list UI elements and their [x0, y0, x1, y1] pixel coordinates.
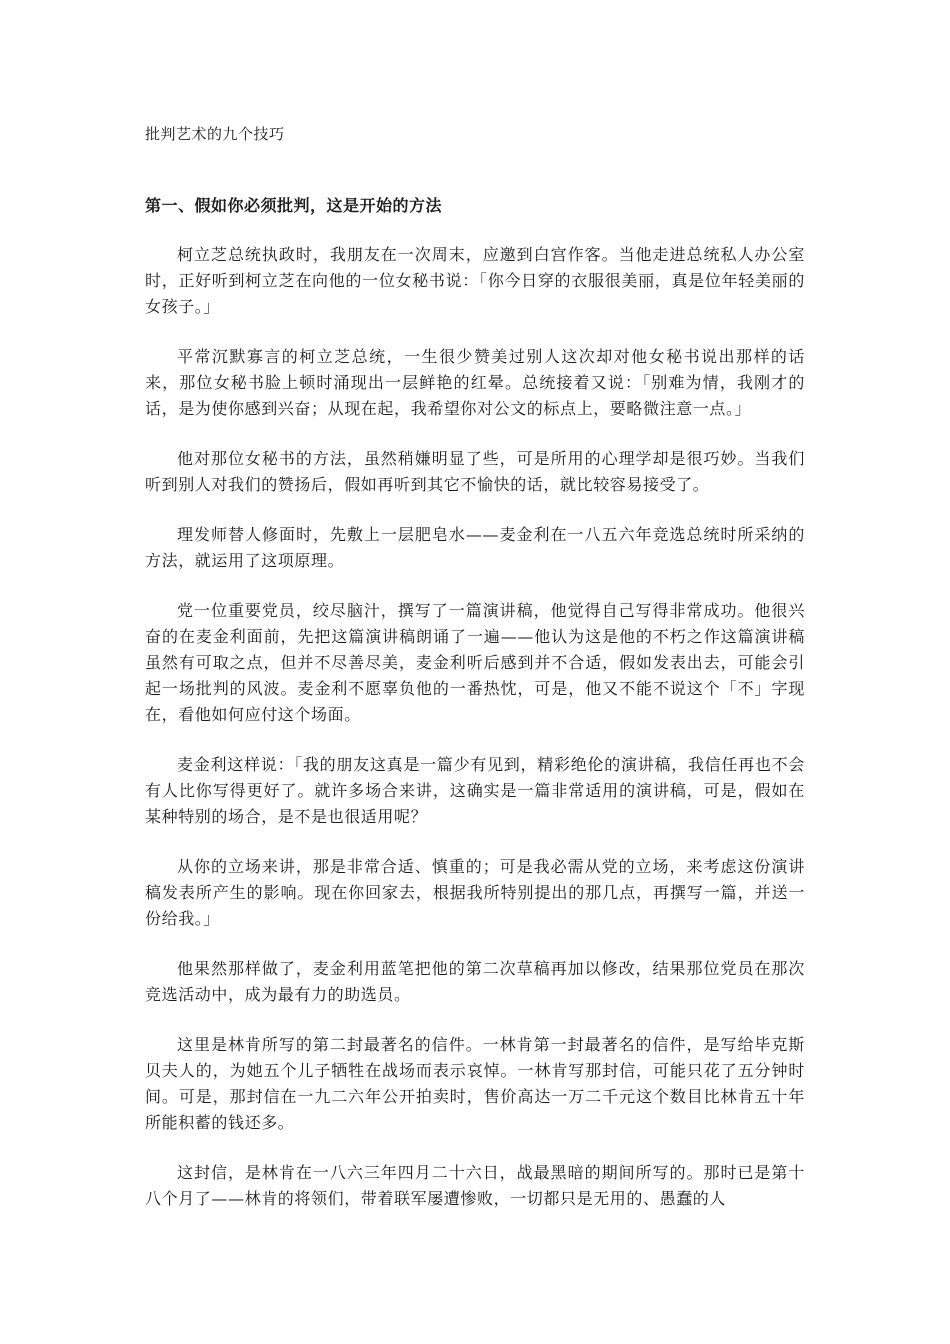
paragraph-9: 这里是林肯所写的第二封最著名的信件。一林肯第一封最著名的信件，是写给毕克斯贝夫人的，为她五个儿子牺牲在战场而表示哀悼。一林肯写那封信，可能只花了五分钟时间。可是，那封信在一九二六年公开拍卖时，售价高达一万二千元这个数目比林肯五十年所能积蓄的钱还多。 — [145, 1035, 805, 1132]
section-heading: 第一、假如你必须批判，这是开始的方法 — [145, 196, 443, 215]
paragraph-5: 党一位重要党员，绞尽脑汁，撰写了一篇演讲稿，他觉得自己写得非常成功。他很兴奋的在麦金利面前，先把这篇演讲稿朗诵了一遍——他认为这是他的不朽之作这篇演讲稿虽然有可取之点，但并不尽善尽美，麦金利听后感到并不合适，假如发表出去，可能会引起一场批判的风波。麦金利不愿辜负他的一番热忱，可是，他又不能不说这个「不」字现在，看他如何应付这个场面。 — [145, 601, 805, 724]
paragraph-6: 麦金利这样说：「我的朋友这真是一篇少有见到，精彩绝伦的演讲稿，我信任再也不会有人比你写得更好了。就许多场合来讲，这确实是一篇非常适用的演讲稿，可是，假如在某种特别的场合，是不是也很适用呢？ — [145, 755, 805, 826]
paragraph-4: 理发师替人修面时，先敷上一层肥皂水——麦金利在一八五六年竞选总统时所采纳的方法，就运用了这项原理。 — [145, 525, 805, 570]
paragraph-1: 柯立芝总统执政时，我朋友在一次周末，应邀到白宫作客。当他走进总统私人办公室时，正好听到柯立芝在向他的一位女秘书说：「你今日穿的衣服很美丽，真是位年轻美丽的女孩子。」 — [145, 245, 805, 316]
paragraph-2: 平常沉默寡言的柯立芝总统，一生很少赞美过别人这次却对他女秘书说出那样的话来，那位女秘书脸上顿时涌现出一层鲜艳的红晕。总统接着又说：「别难为情，我刚才的话，是为使你感到兴奋；从现在起，我希望你对公文的标点上，要略微注意一点。」 — [145, 347, 805, 418]
document-title: 批判艺术的九个技巧 — [145, 125, 285, 143]
paragraph-8: 他果然那样做了，麦金利用蓝笔把他的第二次草稿再加以修改，结果那位党员在那次竞选活动中，成为最有力的助选员。 — [145, 959, 805, 1004]
paragraph-7: 从你的立场来讲，那是非常合适、慎重的；可是我必需从党的立场，来考虑这份演讲稿发表所产生的影响。现在你回家去，根据我所特别提出的那几点，再撰写一篇，并送一份给我。」 — [145, 857, 805, 928]
paragraph-10: 这封信，是林肯在一八六三年四月二十六日，战最黑暗的期间所写的。那时已是第十八个月了——林肯的将领们，带着联军屡遭惨败，一切都只是无用的、愚蠢的人 — [145, 1163, 805, 1208]
paragraph-3: 他对那位女秘书的方法，虽然稍嫌明显了些，可是所用的心理学却是很巧妙。当我们听到别人对我们的赞扬后，假如再听到其它不愉快的话，就比较容易接受了。 — [145, 449, 805, 494]
document-page — [145, 122, 805, 1236]
